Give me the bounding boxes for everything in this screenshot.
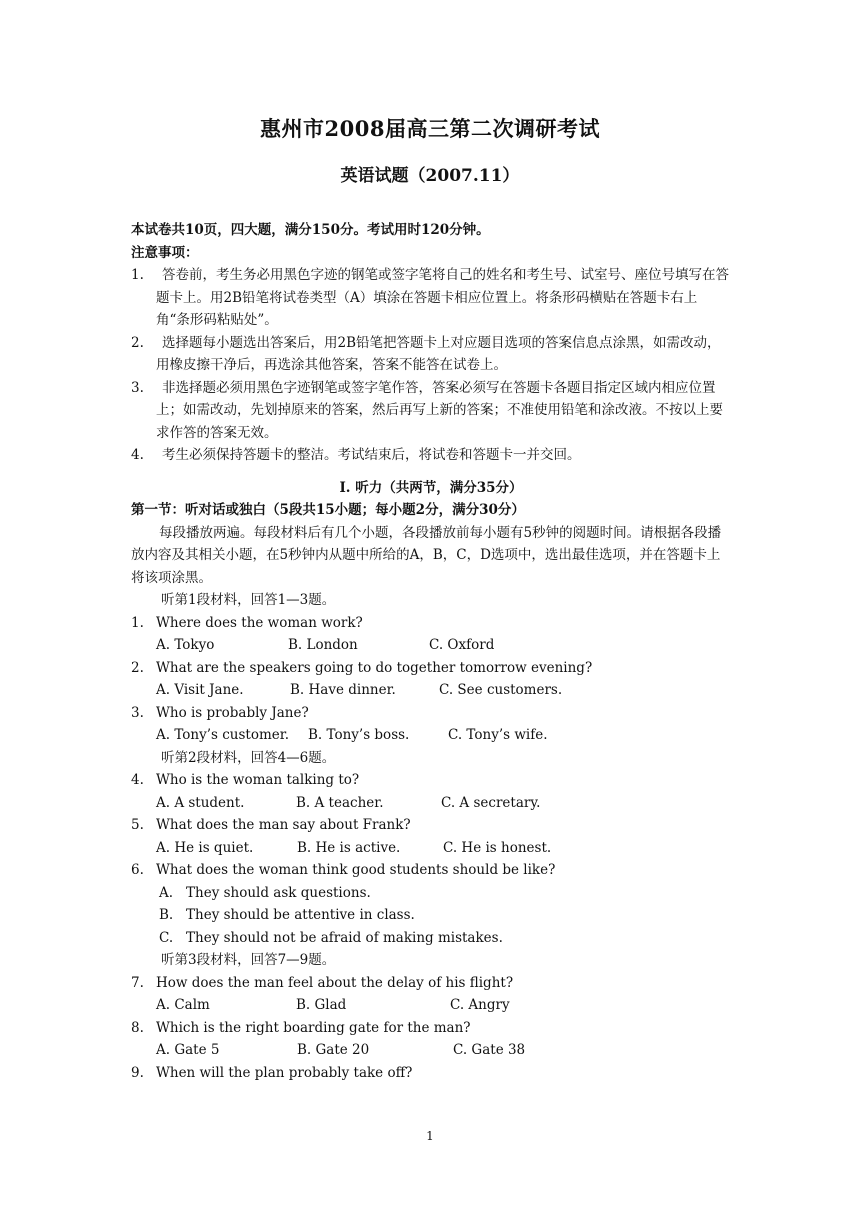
option-c: C. Angry bbox=[450, 997, 510, 1013]
option-b: B. Glad bbox=[296, 997, 347, 1013]
note-number: 4. bbox=[131, 447, 144, 463]
question-text: Who is probably Jane? bbox=[156, 704, 309, 721]
question-number: 9. bbox=[131, 1064, 144, 1081]
question-number: 1. bbox=[131, 614, 144, 631]
question-text: Where does the woman work? bbox=[156, 614, 363, 631]
question bbox=[131, 657, 731, 680]
note-number: 2. bbox=[131, 334, 144, 351]
option-letter: C. bbox=[159, 929, 174, 946]
question-options bbox=[131, 837, 731, 860]
option-text: They should not be afraid of making mistakes. bbox=[186, 929, 503, 946]
page-number: 1 bbox=[426, 1129, 434, 1143]
option-c bbox=[131, 927, 731, 950]
exam-summary: 本试卷共10页，四大题，满分150分。考试用时120分钟。 bbox=[131, 222, 490, 238]
option-b: B. Gate 20 bbox=[297, 1042, 370, 1058]
question-number: 5. bbox=[131, 817, 144, 833]
option-a bbox=[131, 882, 731, 905]
question-text: How does the man feel about the delay of his flight? bbox=[156, 974, 514, 991]
option-b: B. London bbox=[288, 637, 358, 653]
option-a: A. Visit Jane. bbox=[156, 682, 244, 698]
question bbox=[131, 859, 731, 882]
note-text: 选择题每小题选出答案后，用2B铅笔把答题卡上对应题目选项的答案信息点涂黑，如需改动，用橡皮擦干净后，再选涂其他答案，答案不能答在试卷上。 bbox=[156, 334, 721, 373]
option-b: B. He is active. bbox=[297, 839, 401, 856]
option-text: They should be attentive in class. bbox=[186, 907, 415, 923]
note-item bbox=[131, 332, 731, 377]
question-text: What does the man say about Frank? bbox=[156, 817, 411, 833]
question bbox=[131, 612, 731, 635]
question bbox=[131, 1017, 731, 1040]
question-options bbox=[131, 724, 731, 747]
material-label: 听第1段材料，回答1—3题。 bbox=[161, 592, 336, 608]
option-c: C. A secretary. bbox=[441, 794, 541, 811]
material-label: 听第3段材料，回答7—9题。 bbox=[161, 952, 336, 968]
option-a: A. A student. bbox=[156, 794, 245, 811]
question-text: What does the woman think good students should be like? bbox=[156, 862, 556, 878]
note-text: 非选择题必须用黑色字迹钢笔或签字笔作答，答案必须写在答题卡各题目指定区域内相应位置上；如需改动，先划掉原来的答案，然后再写上新的答案；不准使用铅笔和涂改液。不按以上要求作答的答案无效。 bbox=[156, 379, 723, 441]
option-letter: B. bbox=[159, 907, 174, 923]
question-options bbox=[131, 994, 731, 1017]
exam-content bbox=[131, 219, 731, 1084]
section-heading: Ⅰ. 听力（共两节，满分35分） bbox=[339, 479, 523, 496]
option-c: C. Oxford bbox=[429, 637, 495, 653]
option-c: C. Gate 38 bbox=[453, 1042, 526, 1058]
question bbox=[131, 1062, 731, 1085]
question-number: 8. bbox=[131, 1019, 144, 1036]
material-label: 听第2段材料，回答4—6题。 bbox=[161, 749, 336, 766]
question-options bbox=[131, 679, 731, 702]
option-a: A. He is quiet. bbox=[156, 839, 254, 856]
option-a: A. Tokyo bbox=[156, 637, 215, 653]
note-number: 3. bbox=[131, 379, 144, 396]
question bbox=[131, 972, 731, 995]
option-b: B. Have dinner. bbox=[290, 682, 396, 698]
notes-heading: 注意事项： bbox=[131, 244, 199, 261]
note-text: 答卷前，考生务必用黑色字迹的钢笔或签字笔将自己的姓名和考生号、试室号、座位号填写在答题卡上。用2B铅笔将试卷类型（A）填涂在答题卡相应位置上。将条形码横贴在答题卡右上角“条形码粘贴处”。 bbox=[156, 267, 729, 328]
question-number: 2. bbox=[131, 659, 144, 676]
note-item bbox=[131, 264, 731, 332]
question bbox=[131, 769, 731, 792]
option-text: They should ask questions. bbox=[186, 884, 371, 901]
note-text: 考生必须保持答题卡的整洁。考试结束后，将试卷和答题卡一并交回。 bbox=[162, 447, 581, 463]
option-c: C. He is honest. bbox=[443, 839, 552, 856]
note-number: 1. bbox=[131, 267, 144, 283]
question-options bbox=[131, 634, 731, 657]
question-text: What are the speakers going to do together tomorrow evening? bbox=[156, 659, 593, 676]
question bbox=[131, 814, 731, 837]
note-item bbox=[131, 377, 731, 445]
part-heading: 第一节：听对话或独白（5段共15小题；每小题2分，满分30分） bbox=[131, 502, 525, 518]
question-number: 6. bbox=[131, 862, 144, 878]
option-a: A. Tony’s customer. bbox=[156, 727, 290, 743]
option-c: C. Tony’s wife. bbox=[448, 727, 548, 743]
question bbox=[131, 702, 731, 725]
option-b: B. Tony’s boss. bbox=[308, 727, 410, 743]
question-text: When will the plan probably take off? bbox=[156, 1064, 413, 1081]
listening-instructions: 每段播放两遍。每段材料后有几个小题，各段播放前每小题有5秒钟的阅题时间。请根据各段播放内容及其相关小题，在5秒钟内从题中所给的A，B，C，D选项中，选出最佳选项，并在答题卡上将该项涂黑。 bbox=[131, 524, 722, 586]
note-item bbox=[131, 444, 731, 467]
question-number: 7. bbox=[131, 974, 144, 991]
question-number: 3. bbox=[131, 704, 144, 721]
question-options bbox=[131, 1039, 731, 1062]
question-text: Which is the right boarding gate for the man? bbox=[156, 1019, 471, 1036]
page-subtitle: 英语试题（2007.11） bbox=[340, 166, 520, 186]
option-b bbox=[131, 904, 731, 927]
option-a: A. Calm bbox=[156, 997, 210, 1013]
question-text: Who is the woman talking to? bbox=[156, 772, 360, 788]
question-options bbox=[131, 792, 731, 815]
option-letter: A. bbox=[159, 884, 174, 901]
option-b: B. A teacher. bbox=[296, 794, 384, 811]
page-title: 惠州市2008届高三第二次调研考试 bbox=[260, 116, 600, 141]
option-a: A. Gate 5 bbox=[156, 1042, 220, 1058]
question-number: 4. bbox=[131, 772, 144, 788]
option-c: C. See customers. bbox=[439, 682, 563, 698]
